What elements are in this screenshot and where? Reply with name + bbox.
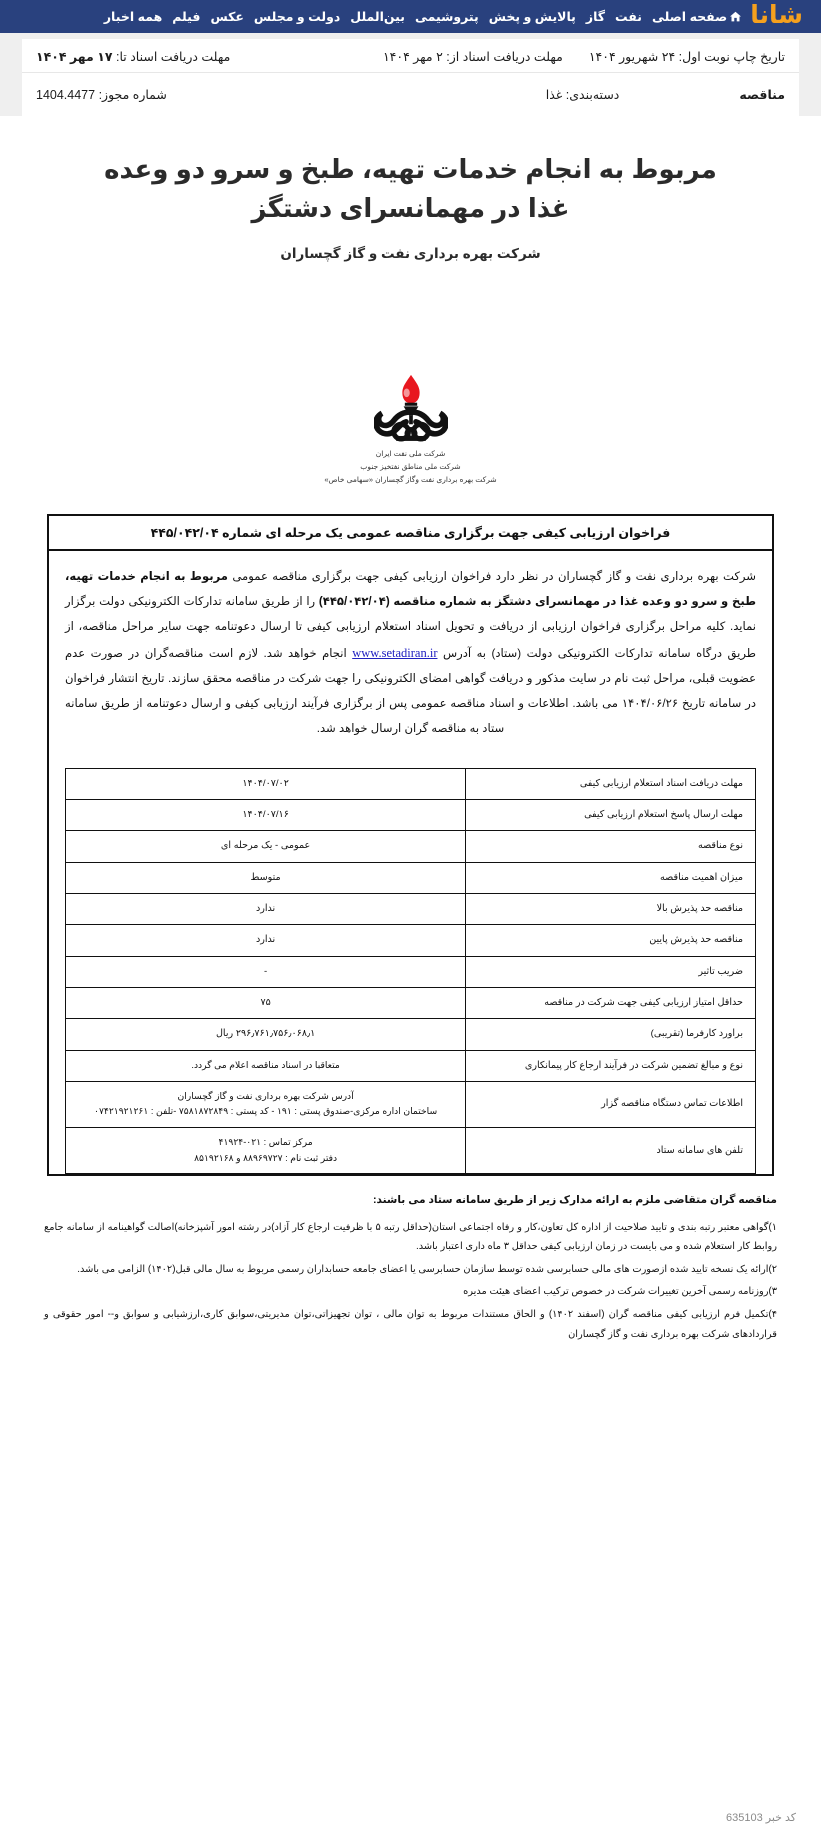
row-key: نوع مناقصه [466, 831, 756, 862]
nioc-logo-block [22, 272, 799, 492]
row-value: - [66, 956, 466, 987]
home-icon [730, 11, 741, 25]
note-item: ۱)گواهی معتبر رتبه بندی و تایید صلاحیت از اداره کل تعاون،کار و رفاه اجتماعی استان(حداقل رتبه ۵ با ظرفیت ارجاع کار آزاد)در رشته امور آشپزخانه)اصالت گواهینامه از سامانه جامع روابط کار استعلام شده و می بایست در زمان ارزیابی کیفی حداقل ۳ ماه داری اعتبار باشد. [44, 1221, 777, 1253]
row-value: متعاقبا در اسناد مناقصه اعلام می گردد. [66, 1050, 466, 1081]
permit-label: شماره مجوز: [98, 88, 167, 102]
tender-body-bold1: مربوط به انجام خدمات تهیه، طبخ و سرو دو وعده غذا در مهمانسرای دشتگز به شماره مناقصه (۴۴۵/۰۴۲/۰۴) [65, 570, 756, 609]
meta-card [22, 39, 799, 116]
nioc-torch-logo-icon [22, 372, 799, 442]
table-row [66, 800, 756, 831]
docs-until-label: مهلت دریافت اسناد تا: [116, 50, 231, 64]
row-value: ۱۴۰۴/۰۷/۱۶ [66, 800, 466, 831]
note-item: ۴)تکمیل فرم ارزیابی کیفی مناقصه گران (اسفند ۱۴۰۲) و الحاق مستندات مربوط به توان مالی ، توان تجهیزاتی،توان مدیریتی،سوابق کاری،ارزشیابی و سوابق و-- امور حقوقی و قراردادهای شرکت بهره برداری نفت و گاز گچساران [44, 1308, 778, 1340]
nav-item-home-label: صفحه اصلی [651, 9, 728, 24]
nioc-line-1: شرکت ملی نفت ایران [375, 449, 446, 458]
nav-item-photo[interactable]: عکس [210, 10, 244, 24]
document-sheet [22, 272, 799, 1387]
nav-item-all-news[interactable]: همه اخبار [103, 10, 163, 24]
tender-box-header: فراخوان ارزیابی کیفی جهت برگزاری مناقصه عمومی یک مرحله ای شماره ۴۴۵/۰۴۲/۰۴ [49, 516, 772, 551]
nioc-line-2: شرکت ملی مناطق نفتخیز جنوب [360, 462, 461, 472]
table-row [66, 987, 756, 1018]
row-key: مهلت دریافت اسناد استعلام ارزیابی کیفی [466, 768, 756, 799]
nav-item-home[interactable] [647, 9, 746, 25]
row-key: مناقصه حد پذیرش بالا [466, 894, 756, 925]
row-key: مناقصه حد پذیرش پایین [466, 925, 756, 956]
row-key: حداقل امتیاز ارزیابی کیفی جهت شرکت در مناقصه [466, 987, 756, 1018]
category-label: دسته‌بندی: غذا [545, 88, 620, 102]
docs-from-date: مهلت دریافت اسناد از: ۲ مهر ۱۴۰۴ [382, 50, 563, 64]
row-key: براورد کارفرما (تقریبی) [466, 1019, 756, 1050]
nioc-logo-captions [22, 447, 799, 486]
top-navigation-bar [0, 0, 821, 33]
row-value: مرکز تماس : ۰۲۱-۴۱۹۲۴ دفتر ثبت نام : ۸۸۹۶۹۷۲۷ و ۸۵۱۹۲۱۶۸ [66, 1128, 466, 1174]
nav-item-oil[interactable]: نفت [615, 10, 642, 24]
print-date: تاریخ چاپ نوبت اول: ۲۴ شهریور ۱۴۰۴ [588, 50, 785, 64]
table-row [66, 1128, 756, 1174]
table-row [66, 925, 756, 956]
tender-body-part3: انجام خواهد شد. لازم است مناقصه‌گران در صورت عدم عضویت قبلی، مراحل ثبت نام در سایت مذکور و دریافت گواهی امضای الکترونیکی را جهت شرکت در مناقصه محقق سازند. تاریخ انتشار فراخوان در سامانه تاریخ ۱۴۰۴/۰۶/۲۶ می باشد. اطلاعات و اسناد مناقصه عمومی پس از برگزاری فرآیند ارزیابی کیفی و ارسال دعوتنامه از طریق سامانه ستاد به مناقصه گران ارسال خواهد شد. [65, 647, 756, 735]
tender-body-part2: را از طریق سامانه تدارکات الکترونیکی دولت برگزار نماید. کلیه مراحل برگزاری فراخوان ارزیابی از دریافت و تحویل اسناد استعلام ارزیابی کیفی تا ارسال دعوتنامه جهت سایر مراحل مناقصه، از طریق درگاه سامانه تدارکات الکترونیکی دولت (ستاد) به آدرس [65, 595, 756, 661]
row-key: تلفن های سامانه ستاد [466, 1128, 756, 1174]
required-documents-notes [44, 1190, 777, 1344]
nav-item-petrochemical[interactable]: پتروشیمی [414, 10, 479, 24]
table-row [66, 768, 756, 799]
permit-value: 1404.4477 [36, 88, 96, 102]
permit-number [36, 87, 167, 102]
table-row [66, 1019, 756, 1050]
title-block [22, 116, 799, 272]
note-item: ۳)روزنامه رسمی آخرین تغییرات شرکت در خصوص ترکیب اعضای هیئت مدیره [463, 1286, 777, 1298]
setadiran-link[interactable]: www.setadiran.ir [352, 646, 438, 661]
meta-row-details [22, 72, 799, 116]
row-value: ۲۹۶٫۷۶۱٫۷۵۶٫۰۶۸٫۱ ریال [66, 1019, 466, 1050]
nav-item-video[interactable]: فیلم [172, 10, 201, 24]
tender-type-badge: مناقصه [739, 88, 785, 102]
tender-details-table [65, 768, 756, 1175]
nav-item-refining[interactable]: پالایش و پخش [488, 10, 576, 24]
row-key: مهلت ارسال پاسخ استعلام ارزیابی کیفی [466, 800, 756, 831]
tender-body-text [49, 551, 772, 751]
table-row [66, 862, 756, 893]
row-key: اطلاعات تماس دستگاه مناقصه گزار [466, 1081, 756, 1127]
row-value: ۱۴۰۴/۰۷/۰۲ [66, 768, 466, 799]
news-code: کد خبر 635103 [726, 1812, 797, 1824]
row-value: عمومی - یک مرحله ای [66, 831, 466, 862]
meta-row-dates [22, 39, 799, 72]
table-row [66, 956, 756, 987]
table-row [66, 1081, 756, 1127]
row-value: ۷۵ [66, 987, 466, 1018]
row-key: ضریب تاثیر [466, 956, 756, 987]
docs-until [36, 49, 230, 64]
tender-body-part1: شرکت بهره برداری نفت و گاز گچساران در نظر دارد فراخوان ارزیابی کیفی جهت برگزاری مناقصه عمومی [227, 570, 757, 584]
row-value: آدرس شرکت بهره برداری نفت و گاز گچساران ساختمان اداره مرکزی-صندوق پستی : ۱۹۱ - کد پستی : ۷۵۸۱۸۷۲۸۴۹ -تلفن : ۰۷۴۲۱۹۲۱۲۶۱ [66, 1081, 466, 1127]
table-row [66, 1050, 756, 1081]
nav-item-international[interactable]: بین‌الملل [350, 10, 405, 24]
page-title: مربوط به انجام خدمات تهیه، طبخ و سرو دو وعده غذا در مهمانسرای دشتگز [104, 154, 717, 223]
row-value: ندارد [66, 925, 466, 956]
table-row [66, 831, 756, 862]
docs-until-value: ۱۷ مهر ۱۴۰۴ [36, 50, 113, 64]
row-key: میزان اهمیت مناقصه [466, 862, 756, 893]
notes-title: مناقصه گران متقاضی ملزم به ارائه مدارک زیر از طریق سامانه ستاد می باشند: [372, 1194, 777, 1207]
row-key: نوع و مبالغ تضمین شرکت در فرآیند ارجاع کار پیمانکاری [466, 1050, 756, 1081]
row-value: ندارد [66, 894, 466, 925]
nioc-line-3: شرکت بهره برداری نفت وگاز گچساران «سهامی خاص» [324, 475, 497, 485]
tender-announcement-box [47, 514, 774, 1176]
row-value: متوسط [66, 862, 466, 893]
page-subtitle: شرکت بهره برداری نفت و گاز گچساران [280, 246, 541, 261]
site-logo[interactable]: شانا [750, 0, 803, 29]
note-item: ۲)ارائه یک نسخه تایید شده ازصورت های مالی حسابرسی شده توسط سازمان حسابرسی یا اعضای جامعه حسابداران رسمی مربوط به سال مالی قبل(۱۴۰۲) الزامی می باشد. [77, 1263, 777, 1275]
nav-links [99, 9, 746, 25]
tender-details-table-body [66, 768, 756, 1174]
nav-item-government[interactable]: دولت و مجلس [253, 10, 341, 24]
nav-item-gas[interactable]: گاز [585, 10, 606, 24]
meta-strip-wrapper [0, 33, 821, 116]
table-row [66, 894, 756, 925]
